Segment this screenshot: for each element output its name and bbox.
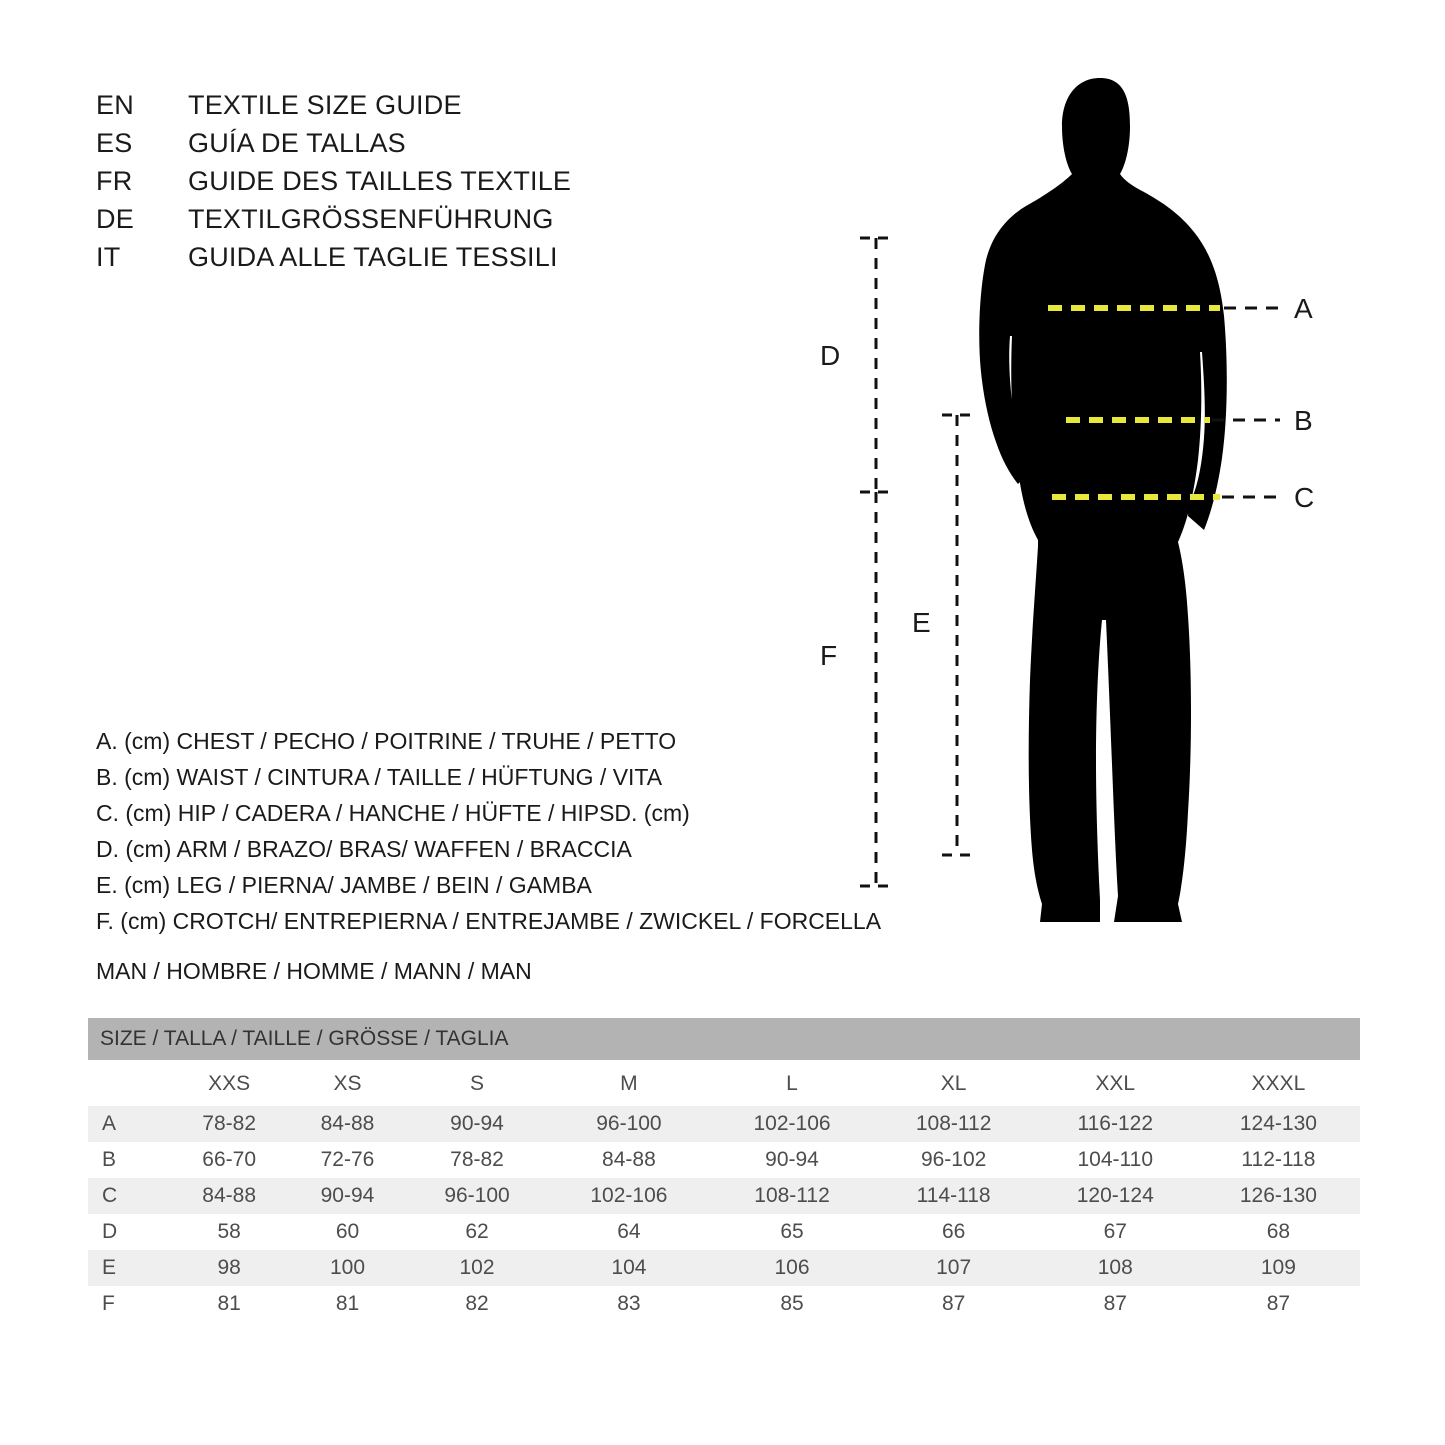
cell-c-xs: 90-94 [288, 1178, 406, 1214]
cell-b-l: 90-94 [710, 1142, 873, 1178]
cell-d-xl: 66 [874, 1214, 1034, 1250]
cell-f-xxxl: 87 [1197, 1286, 1360, 1322]
cell-d-xxs: 58 [170, 1214, 288, 1250]
cell-f-m: 83 [547, 1286, 710, 1322]
title-text-it: GUIDA ALLE TAGLIE TESSILI [188, 242, 558, 272]
cell-d-l: 65 [710, 1214, 873, 1250]
legend-line-c: C. (cm) HIP / CADERA / HANCHE / HÜFTE / HIPSD. (cm) [96, 800, 690, 826]
cell-b-xs: 72-76 [288, 1142, 406, 1178]
cell-f-xs: 81 [288, 1286, 406, 1322]
table-row [88, 1250, 1360, 1286]
marker-label-f: F [820, 640, 838, 671]
cell-c-xl: 114-118 [874, 1178, 1034, 1214]
size-header-xxl: XXL [1034, 1060, 1197, 1106]
marker-label-a: A [1294, 293, 1313, 324]
title-row [96, 90, 736, 128]
size-header-xxxl: XXXL [1197, 1060, 1360, 1106]
cell-a-s: 90-94 [407, 1106, 548, 1142]
cell-d-xxl: 67 [1034, 1214, 1197, 1250]
leg-dimension-bracket [942, 415, 972, 855]
title-text-en: TEXTILE SIZE GUIDE [188, 90, 462, 120]
row-label-e: E [88, 1250, 170, 1286]
row-label-d: D [88, 1214, 170, 1250]
size-header-l: L [710, 1060, 873, 1106]
size-table [88, 1018, 1360, 1322]
cell-f-xxl: 87 [1034, 1286, 1197, 1322]
cell-e-xxs: 98 [170, 1250, 288, 1286]
title-lang-es: ES [96, 128, 133, 158]
title-row [96, 204, 736, 242]
title-lang-fr: FR [96, 166, 133, 196]
cell-c-l: 108-112 [710, 1178, 873, 1214]
title-block [96, 90, 736, 280]
title-row [96, 166, 736, 204]
cell-a-xl: 108-112 [874, 1106, 1034, 1142]
title-lang-de: DE [96, 204, 134, 234]
marker-label-d: D [820, 340, 841, 371]
legend-line-d: D. (cm) ARM / BRAZO/ BRAS/ WAFFEN / BRACCIA [96, 836, 632, 862]
marker-label-c: C [1294, 482, 1315, 513]
arm-dimension-bracket [860, 238, 892, 492]
cell-c-xxl: 120-124 [1034, 1178, 1197, 1214]
title-row [96, 128, 736, 166]
legend-line-a: A. (cm) CHEST / PECHO / POITRINE / TRUHE / PETTO [96, 728, 677, 754]
cell-c-m: 102-106 [547, 1178, 710, 1214]
cell-a-xxxl: 124-130 [1197, 1106, 1360, 1142]
cell-b-xl: 96-102 [874, 1142, 1034, 1178]
cell-d-s: 62 [407, 1214, 548, 1250]
title-row [96, 242, 736, 280]
legend-line-b: B. (cm) WAIST / CINTURA / TAILLE / HÜFTUNG / VITA [96, 764, 663, 790]
cell-d-m: 64 [547, 1214, 710, 1250]
cell-a-m: 96-100 [547, 1106, 710, 1142]
cell-f-s: 82 [407, 1286, 548, 1322]
table-row [88, 1178, 1360, 1214]
cell-b-xxl: 104-110 [1034, 1142, 1197, 1178]
table-row [88, 1286, 1360, 1322]
table-header-label: SIZE / TALLA / TAILLE / GRÖSSE / TAGLIA [88, 1018, 1360, 1060]
cell-f-xl: 87 [874, 1286, 1034, 1322]
title-text-de: TEXTILGRÖSSENFÜHRUNG [188, 204, 554, 234]
size-header-xl: XL [874, 1060, 1034, 1106]
title-text-es: GUÍA DE TALLAS [188, 128, 406, 158]
cell-b-xxxl: 112-118 [1197, 1142, 1360, 1178]
gender-label: MAN / HOMBRE / HOMME / MANN / MAN [96, 958, 532, 984]
cell-e-xxxl: 109 [1197, 1250, 1360, 1286]
legend-block [96, 723, 916, 939]
cell-b-m: 84-88 [547, 1142, 710, 1178]
size-header-s: S [407, 1060, 548, 1106]
cell-c-s: 96-100 [407, 1178, 548, 1214]
cell-e-m: 104 [547, 1250, 710, 1286]
size-header-xxs: XXS [170, 1060, 288, 1106]
row-label-a: A [88, 1106, 170, 1142]
size-header-xs: XS [288, 1060, 406, 1106]
title-lang-en: EN [96, 90, 134, 120]
cell-b-s: 78-82 [407, 1142, 548, 1178]
cell-a-xs: 84-88 [288, 1106, 406, 1142]
legend-line-f: F. (cm) CROTCH/ ENTREPIERNA / ENTREJAMBE / ZWICKEL / FORCELLA [96, 908, 882, 934]
marker-label-b: B [1294, 405, 1313, 436]
table-row [88, 1106, 1360, 1142]
title-lang-it: IT [96, 242, 121, 272]
cell-e-s: 102 [407, 1250, 548, 1286]
cell-f-xxs: 81 [170, 1286, 288, 1322]
title-text-fr: GUIDE DES TAILLES TEXTILE [188, 166, 572, 196]
marker-label-e: E [912, 607, 931, 638]
cell-c-xxxl: 126-130 [1197, 1178, 1360, 1214]
size-header-m: M [547, 1060, 710, 1106]
cell-a-xxs: 78-82 [170, 1106, 288, 1142]
cell-c-xxs: 84-88 [170, 1178, 288, 1214]
cell-d-xs: 60 [288, 1214, 406, 1250]
cell-a-l: 102-106 [710, 1106, 873, 1142]
cell-b-xxs: 66-70 [170, 1142, 288, 1178]
row-label-f: F [88, 1286, 170, 1322]
table-row [88, 1142, 1360, 1178]
cell-d-xxxl: 68 [1197, 1214, 1360, 1250]
cell-e-xl: 107 [874, 1250, 1034, 1286]
size-row-corner [88, 1060, 170, 1106]
cell-e-l: 106 [710, 1250, 873, 1286]
table-row [88, 1214, 1360, 1250]
cell-f-l: 85 [710, 1286, 873, 1322]
cell-a-xxl: 116-122 [1034, 1106, 1197, 1142]
cell-e-xs: 100 [288, 1250, 406, 1286]
row-label-c: C [88, 1178, 170, 1214]
table-header-band [88, 1018, 1360, 1060]
table-row-sizes [88, 1060, 1360, 1106]
legend-line-e: E. (cm) LEG / PIERNA/ JAMBE / BEIN / GAMBA [96, 872, 592, 898]
cell-e-xxl: 108 [1034, 1250, 1197, 1286]
row-label-b: B [88, 1142, 170, 1178]
